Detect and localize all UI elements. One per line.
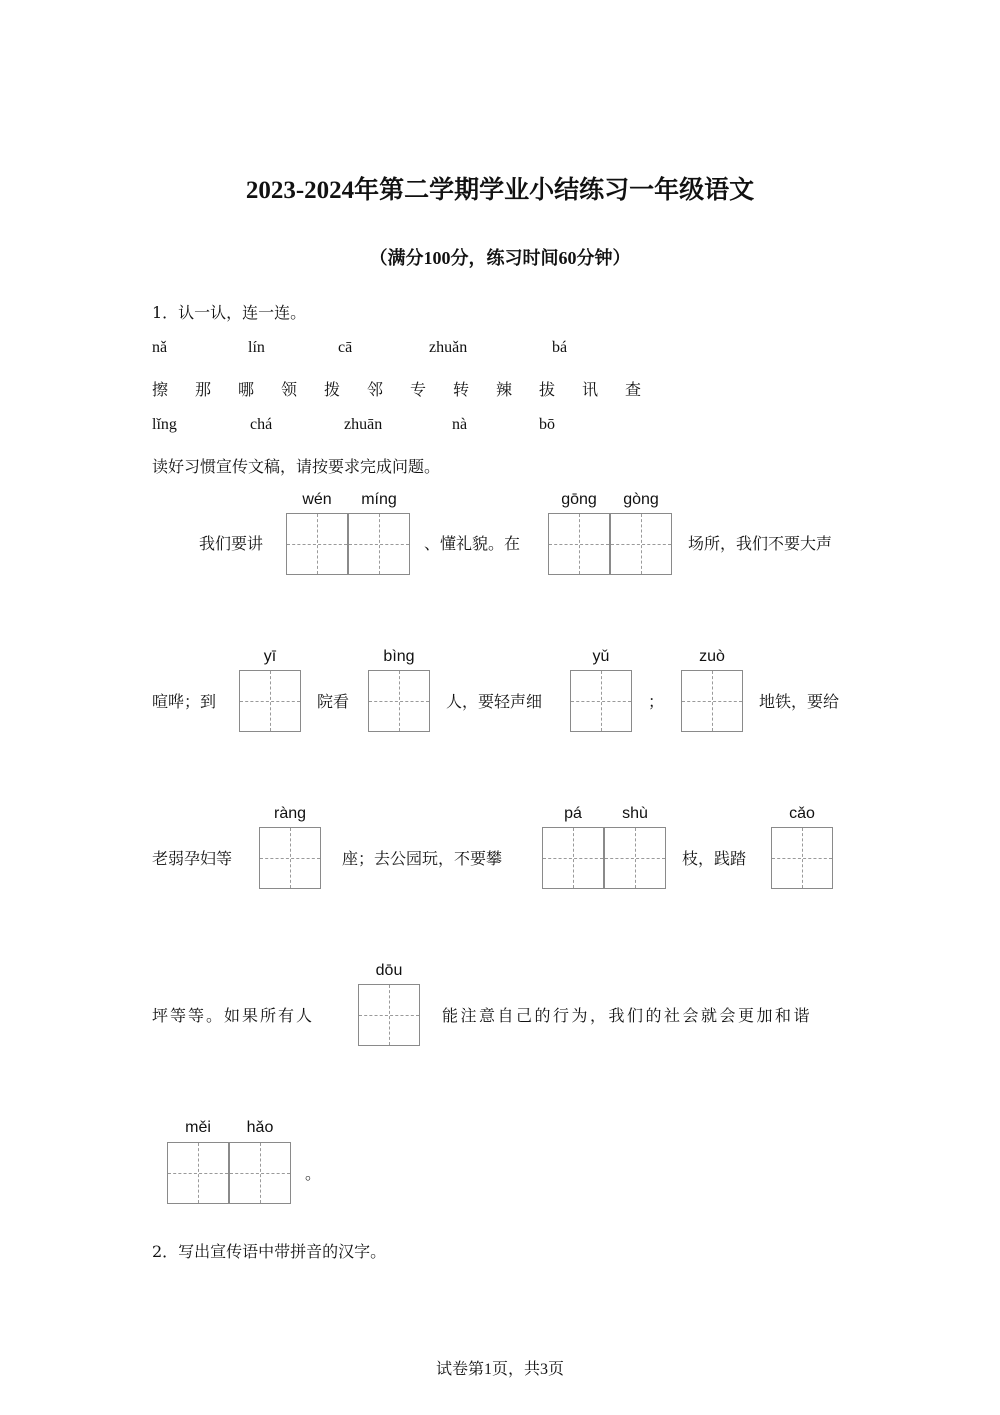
pinyin-label: cǎo <box>789 805 815 822</box>
pinyin-item: cā <box>338 339 353 356</box>
writing-box[interactable] <box>229 1142 291 1204</box>
hanzi-item: 那 <box>195 380 212 399</box>
passage-text: 地铁，要给 <box>759 692 840 711</box>
pinyin-label: zuò <box>699 648 725 665</box>
writing-box[interactable] <box>610 513 672 575</box>
page-footer: 试卷第1页，共3页 <box>435 1361 564 1378</box>
passage-text: 座；去公园玩，不要攀 <box>342 849 503 868</box>
pinyin-label: dōu <box>375 962 403 979</box>
passage-text: 老弱孕妇等 <box>152 849 233 868</box>
passage-text: ； <box>648 692 665 711</box>
writing-box[interactable] <box>239 670 301 732</box>
pinyin-item: zhuān <box>344 416 383 433</box>
pinyin-item: nà <box>452 416 468 433</box>
passage-text: 场所，我们不要大声 <box>688 534 833 553</box>
hanzi-item: 领 <box>281 380 298 399</box>
pinyin-item: lín <box>248 339 265 356</box>
pinyin-label: míng <box>361 491 397 508</box>
pinyin-item: zhuǎn <box>429 339 468 356</box>
question-2-prompt: 2．写出宣传语中带拼音的汉字。 <box>152 1242 387 1261</box>
hanzi-item: 哪 <box>238 380 255 399</box>
hanzi-item: 邻 <box>367 380 384 399</box>
pinyin-label: pá <box>564 805 582 822</box>
pinyin-label: shù <box>622 805 648 822</box>
pinyin-item: nǎ <box>152 339 168 356</box>
pinyin-label: gōng <box>561 491 597 508</box>
writing-box[interactable] <box>259 827 321 889</box>
page-title: 2023-2024年第二学期学业小结练习一年级语文 <box>245 177 755 204</box>
passage-text: 院看 <box>317 692 350 711</box>
pinyin-label: hǎo <box>246 1119 274 1136</box>
writing-box[interactable] <box>681 670 743 732</box>
writing-box[interactable] <box>368 670 430 732</box>
pinyin-item: lǐng <box>152 416 177 433</box>
hanzi-item: 查 <box>625 380 642 399</box>
pinyin-label: wén <box>302 491 332 508</box>
passage-text: 能注意自己的行为，我们的社会就会更加和谐 <box>442 1006 813 1025</box>
hanzi-item: 转 <box>453 380 470 399</box>
question-1-prompt: 1．认一认，连一连。 <box>152 303 307 322</box>
pinyin-item: chá <box>250 416 273 433</box>
pinyin-label: yǔ <box>592 648 610 665</box>
writing-box[interactable] <box>167 1142 229 1204</box>
passage-text: 坪等等。如果所有人 <box>152 1006 315 1025</box>
writing-box[interactable] <box>570 670 632 732</box>
hanzi-item: 拔 <box>539 380 556 399</box>
pinyin-label: bìng <box>383 648 415 665</box>
pinyin-item: bá <box>552 339 568 356</box>
passage-text: 、懂礼貌。在 <box>424 534 521 553</box>
pinyin-label: měi <box>185 1119 211 1136</box>
reading-intro: 读好习惯宣传文稿，请按要求完成问题。 <box>152 457 441 476</box>
writing-box[interactable] <box>548 513 610 575</box>
writing-box[interactable] <box>604 827 666 889</box>
pinyin-label: gòng <box>623 491 659 508</box>
passage-text: 人，要轻声细 <box>446 692 543 711</box>
hanzi-item: 拨 <box>324 380 341 399</box>
pinyin-label: ràng <box>273 805 307 822</box>
page-subtitle: （满分100分，练习时间60分钟） <box>369 248 631 268</box>
writing-box[interactable] <box>286 513 348 575</box>
writing-box[interactable] <box>348 513 410 575</box>
pinyin-item: bō <box>539 416 555 433</box>
hanzi-item: 擦 <box>152 380 169 399</box>
passage-text: 。 <box>305 1164 322 1183</box>
hanzi-item: 辣 <box>496 380 513 399</box>
hanzi-item: 专 <box>410 380 427 399</box>
passage-text: 我们要讲 <box>199 534 264 553</box>
writing-box[interactable] <box>771 827 833 889</box>
writing-box[interactable] <box>542 827 604 889</box>
passage-text: 喧哗；到 <box>152 692 217 711</box>
writing-box[interactable] <box>358 984 420 1046</box>
hanzi-item: 讯 <box>582 380 599 399</box>
passage-text: 枝，践踏 <box>682 849 747 868</box>
pinyin-label: yī <box>263 648 277 665</box>
